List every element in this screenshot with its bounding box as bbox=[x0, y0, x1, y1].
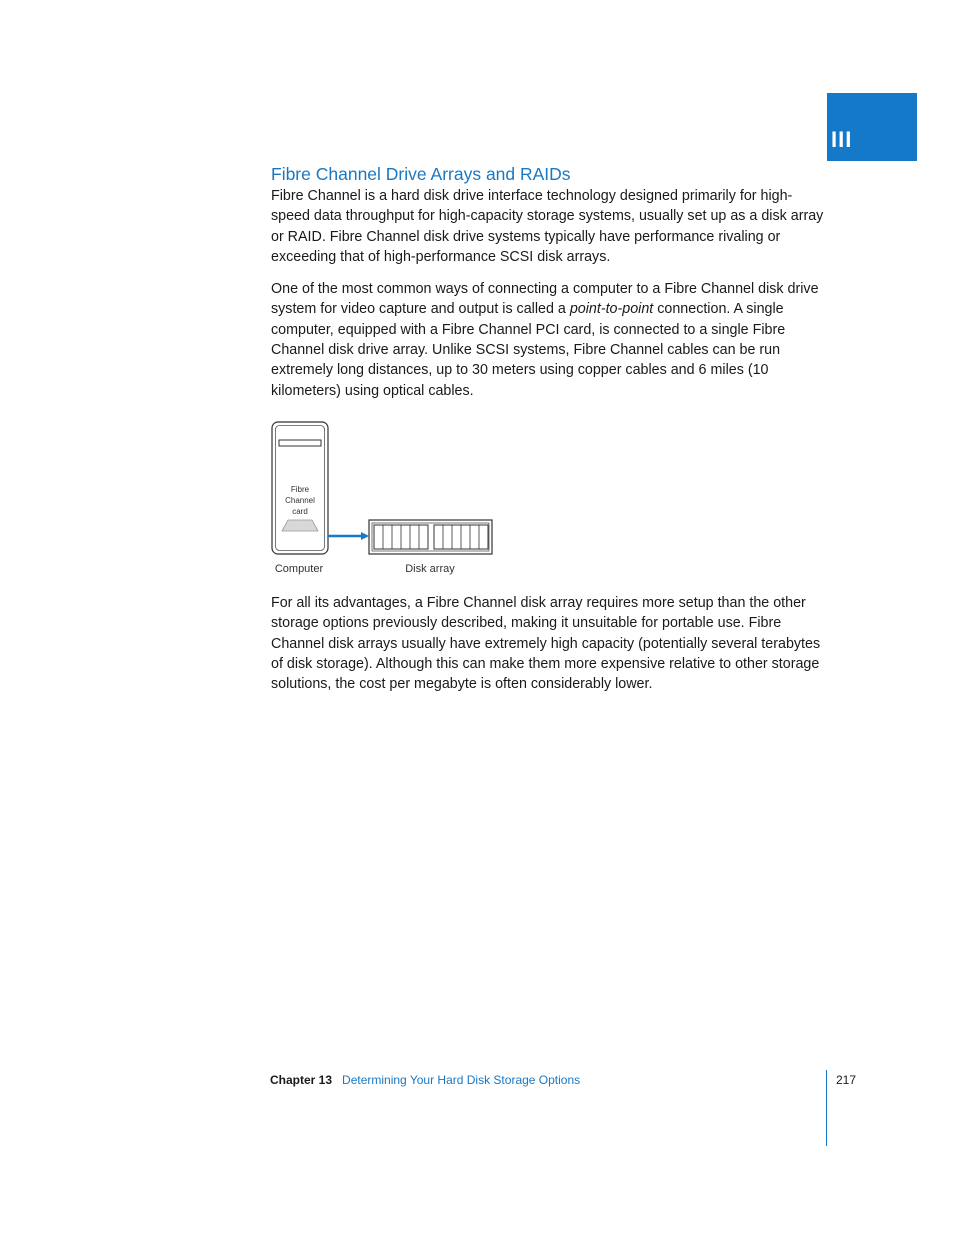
paragraph-3: For all its advantages, a Fibre Channel disk array requires more setup than the other storage options previously described, making it unsuitable for portable use. Fibre Channel disk arrays usually have extremely high capacity (potentially several terabytes of disk storage). Although this can make them more expensive relative to other storage solutions, the cost per megabyte is often considerably lower. bbox=[271, 595, 821, 693]
section-content bbox=[271, 162, 831, 401]
page-number: 217 bbox=[836, 1073, 857, 1087]
footer-chapter: Chapter 13 bbox=[270, 1073, 333, 1087]
computer-label: Computer bbox=[274, 563, 324, 575]
paragraph-2-text-start: One of the most common ways of connecting a computer to a Fibre Channel disk drive system for video capture and output is called a bbox=[271, 281, 819, 318]
part-tab-label: III bbox=[831, 127, 853, 152]
card-label-line-2: Channel bbox=[285, 496, 315, 505]
page-footer bbox=[270, 1072, 580, 1088]
footer-chapter-title: Determining Your Hard Disk Storage Options bbox=[342, 1073, 581, 1087]
footer-divider bbox=[826, 1070, 827, 1146]
card-label-line-1: Fibre bbox=[290, 485, 310, 494]
disk-array bbox=[369, 520, 492, 554]
paragraph-2-text-end: connection. A single computer, equipped with a Fibre Channel PCI card, is connected to a single Fibre Channel disk drive array. Unlike SCSI systems, Fibre Channel cables can be run extremely long distances, up to 30 meters using copper cables and 6 miles (10 kilometers) using optical cables. bbox=[271, 301, 786, 399]
disk-array-label: Disk array bbox=[405, 563, 455, 575]
section-title: Fibre Channel Drive Arrays and RAIDs bbox=[271, 164, 571, 184]
drive-bank-right bbox=[434, 525, 488, 549]
card-label-line-3: card bbox=[292, 507, 308, 516]
paragraph-2-emphasis: point-to-point bbox=[569, 301, 654, 318]
pci-card-icon bbox=[282, 520, 318, 531]
point-to-point-diagram bbox=[271, 421, 501, 581]
paragraph-2 bbox=[271, 279, 831, 401]
computer-tower bbox=[272, 422, 328, 554]
paragraph-1: Fibre Channel is a hard disk drive interface technology designed primarily for high-speed data throughput for high-capacity storage systems, usually set up as a disk array or RAID. Fibre Channel disk drive systems typically have performance rivaling or exceeding that of high-performance SCSI disk arrays. bbox=[271, 188, 824, 265]
part-tab bbox=[827, 93, 917, 161]
drive-bank-left bbox=[374, 525, 428, 549]
